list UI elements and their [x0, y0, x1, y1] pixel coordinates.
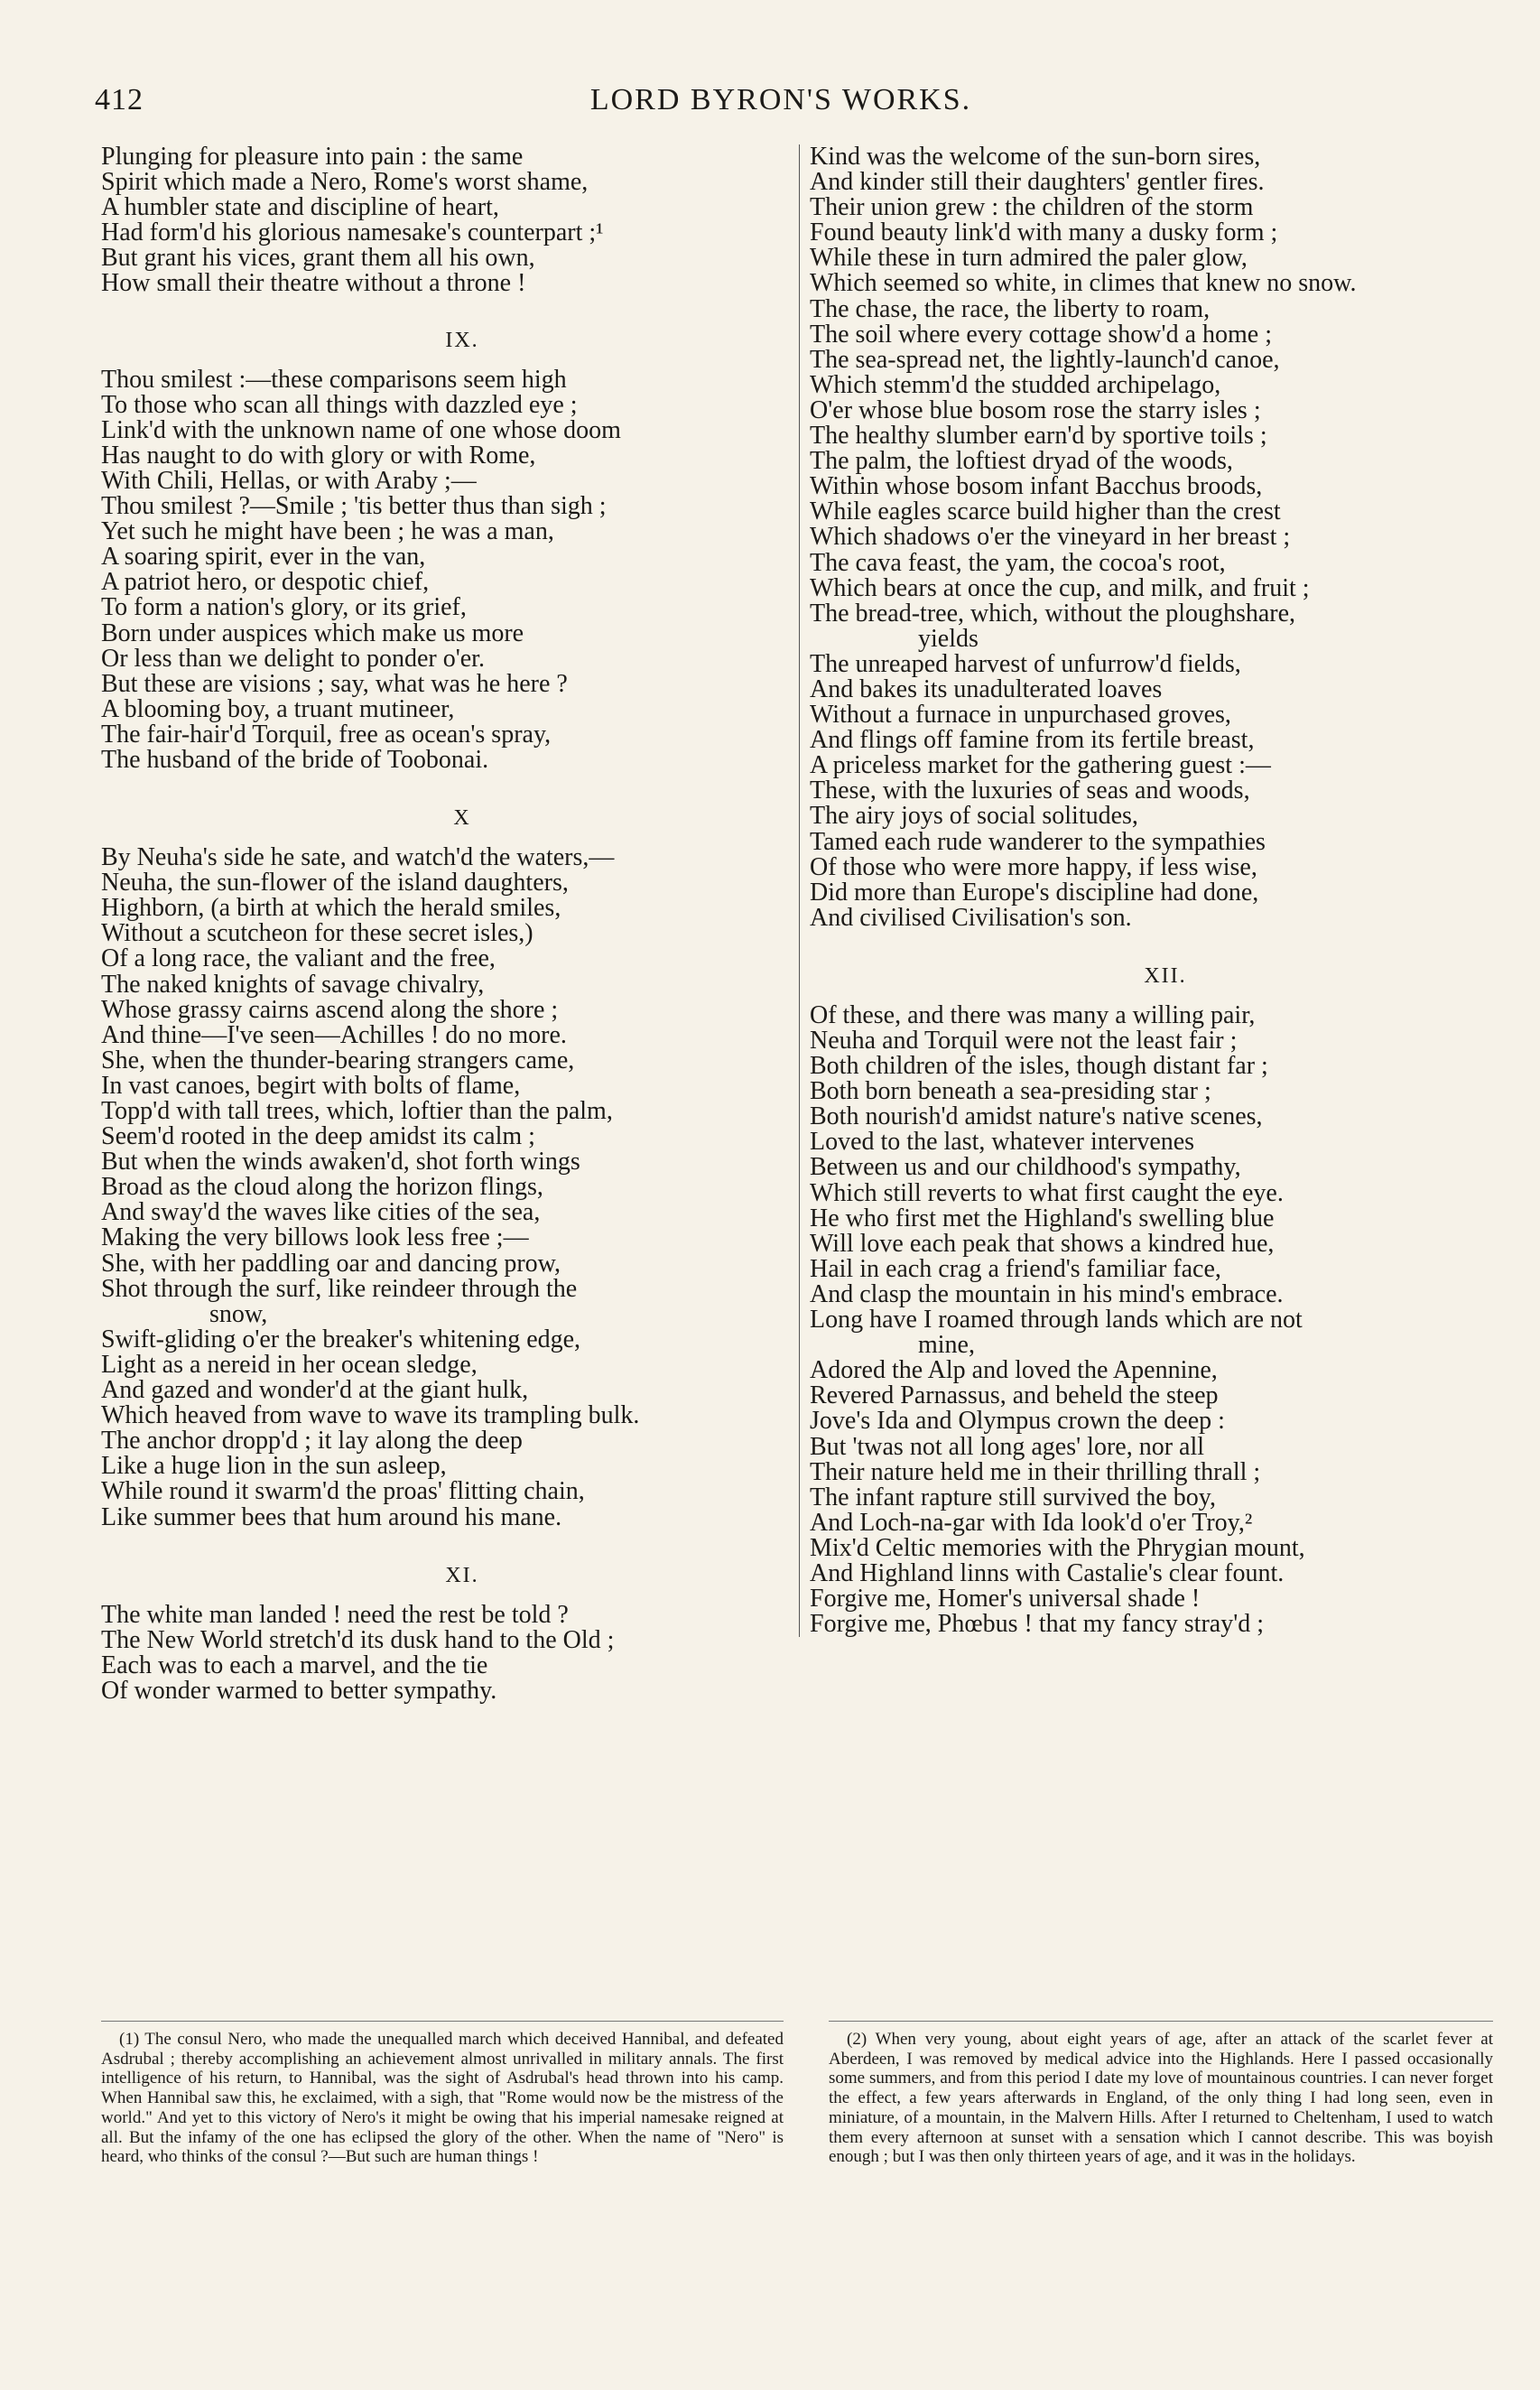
- section-xii-heading: XII.: [1144, 963, 1187, 988]
- verse-line: How small their theatre without a throne !: [101, 269, 526, 298]
- stanza-x-part2: [101, 1327, 787, 1530]
- verse-line: While these in turn admired the paler glow,: [810, 244, 1248, 273]
- page-number: 412: [95, 83, 144, 116]
- verse-line: Long have I roamed through lands which are not: [810, 1306, 1303, 1334]
- right-column: [799, 144, 1485, 1637]
- verse-line: The infant rapture still survived the boy,: [810, 1483, 1216, 1511]
- verse-line: In vast canoes, begirt with bolts of flame,: [101, 1071, 521, 1100]
- stanza-x-part1: [101, 845, 787, 1302]
- verse-line: To those who scan all things with dazzled eye ;: [101, 390, 578, 419]
- section-xi-heading: XI.: [445, 1563, 479, 1587]
- footnote-1: [101, 2030, 784, 2167]
- verse-line: She, with her paddling oar and dancing prow,: [101, 1249, 561, 1278]
- verse-line-continuation: mine,: [918, 1331, 975, 1360]
- verse-line: Revered Parnassus, and beheld the steep: [810, 1381, 1219, 1410]
- verse-line: Making the very billows look less free ;—: [101, 1223, 529, 1252]
- verse-line: Both children of the isles, though distant far ;: [810, 1052, 1268, 1081]
- verse-line: A soaring spirit, ever in the van,: [101, 543, 426, 572]
- verse-line: To form a nation's glory, or its grief,: [101, 593, 467, 622]
- verse-line: Thou smilest :—these comparisons seem high: [101, 365, 567, 394]
- verse-line: The anchor dropp'd ; it lay along the deep: [101, 1427, 523, 1455]
- verse-line: Link'd with the unknown name of one whose doom: [101, 415, 621, 444]
- verse-line: Thou smilest ?—Smile ; 'tis better thus than sigh ;: [101, 492, 607, 521]
- verse-line: Jove's Ida and Olympus crown the deep :: [810, 1407, 1225, 1436]
- verse-line: The soil where every cottage show'd a home ;: [810, 320, 1272, 349]
- verse-line: Which bears at once the cup, and milk, and fruit ;: [810, 573, 1310, 602]
- verse-line: Spirit which made a Nero, Rome's worst shame,: [101, 168, 589, 197]
- verse-line: Of those who were more happy, if less wise,: [810, 852, 1257, 881]
- verse-line: With Chili, Hellas, or with Araby ;—: [101, 466, 477, 495]
- stanza-xi-cont-part1: [810, 144, 1485, 627]
- verse-line: But these are visions ; say, what was he here ?: [101, 669, 568, 698]
- verse-line: O'er whose blue bosom rose the starry isles ;: [810, 395, 1261, 424]
- verse-line: Forgive me, Homer's universal shade !: [810, 1585, 1201, 1613]
- stanza-ix: [101, 367, 787, 774]
- verse-line: The palm, the loftiest dryad of the woods,: [810, 447, 1233, 476]
- verse-line: Adored the Alp and loved the Apennine,: [810, 1356, 1218, 1385]
- verse-line: Their union grew : the children of the storm: [810, 193, 1254, 222]
- verse-line: Loved to the last, whatever intervenes: [810, 1128, 1195, 1157]
- verse-line: Shot through the surf, like reindeer through the: [101, 1274, 578, 1303]
- footnote-rule-right: [829, 2021, 1493, 2022]
- footnote-2: [829, 2030, 1493, 2167]
- verse-line: Born under auspices which make us more: [101, 618, 524, 647]
- verse-line: Without a furnace in unpurchased groves,: [810, 701, 1231, 730]
- verse-line: Has naught to do with glory or with Rome,: [101, 441, 536, 470]
- page-header: [95, 83, 1467, 128]
- verse-line: Will love each peak that shows a kindred hue,: [810, 1229, 1275, 1258]
- verse-line: By Neuha's side he sate, and watch'd the waters,—: [101, 843, 615, 872]
- verse-line: And civilised Civilisation's son.: [810, 903, 1132, 932]
- footnote-rule-left: [101, 2021, 784, 2022]
- verse-line: Did more than Europe's discipline had done,: [810, 878, 1259, 907]
- verse-line: Which shadows o'er the vineyard in her breast ;: [810, 523, 1291, 552]
- verse-line: Like summer bees that hum around his mane.: [101, 1502, 562, 1531]
- verse-line: Light as a nereid in her ocean sledge,: [101, 1350, 478, 1379]
- verse-line: A blooming boy, a truant mutineer,: [101, 694, 455, 723]
- verse-line: The unreaped harvest of unfurrow'd fields,: [810, 649, 1241, 678]
- verse-line: Hail in each crag a friend's familiar face,: [810, 1254, 1221, 1283]
- verse-line: While round it swarm'd the proas' flitting chain,: [101, 1477, 585, 1506]
- verse-line: He who first met the Highland's swelling blue: [810, 1204, 1275, 1232]
- verse-line: And kinder still their daughters' gentler fires.: [810, 168, 1265, 197]
- verse-line: And bakes its unadulterated loaves: [810, 674, 1163, 703]
- verse-line: But when the winds awaken'd, shot forth wings: [101, 1148, 580, 1176]
- verse-line: And sway'd the waves like cities of the sea,: [101, 1198, 541, 1227]
- verse-line: But 'twas not all long ages' lore, nor all: [810, 1432, 1205, 1461]
- verse-line: Within whose bosom infant Bacchus broods,: [810, 472, 1263, 501]
- verse-line: Between us and our childhood's sympathy,: [810, 1153, 1241, 1182]
- right-column-text: [799, 144, 1485, 1637]
- column-divider: [799, 144, 800, 1637]
- verse-line: The husband of the bride of Toobonai.: [101, 745, 489, 774]
- verse-line: Which stemm'd the studded archipelago,: [810, 370, 1221, 399]
- verse-line: Both nourish'd amidst nature's native scenes,: [810, 1102, 1263, 1131]
- verse-line: These, with the luxuries of seas and woods,: [810, 777, 1250, 805]
- verse-line: A patriot hero, or despotic chief,: [101, 568, 430, 597]
- verse-line: Of a long race, the valiant and the free,: [101, 944, 496, 973]
- running-title: LORD BYRON'S WORKS.: [589, 83, 972, 116]
- verse-line: But grant his vices, grant them all his own,: [101, 244, 535, 273]
- verse-line: Which still reverts to what first caught the eye.: [810, 1178, 1284, 1207]
- verse-line: The naked knights of savage chivalry,: [101, 970, 485, 999]
- verse-line: Which heaved from wave to wave its trampling bulk.: [101, 1401, 640, 1430]
- verse-line: Highborn, (a birth at which the herald smiles,: [101, 894, 561, 923]
- verse-line: Without a scutcheon for these secret isles,): [101, 919, 533, 948]
- verse-line: The New World stretch'd its dusk hand to the Old ;: [101, 1625, 615, 1654]
- verse-line: And flings off famine from its fertile breast,: [810, 726, 1255, 755]
- verse-line: Tamed each rude wanderer to the sympathies: [810, 827, 1266, 856]
- verse-line: The bread-tree, which, without the ploughshare,: [810, 599, 1296, 628]
- verse-line: Or less than we delight to ponder o'er.: [101, 644, 485, 673]
- verse-line: A humbler state and discipline of heart,: [101, 193, 499, 222]
- section-x-heading: X: [453, 806, 471, 831]
- stanza-viii-end: [101, 144, 787, 297]
- verse-line: Yet such he might have been ; he was a man,: [101, 517, 554, 546]
- stanza-xi: [101, 1600, 787, 1705]
- verse-line: Like a huge lion in the sun asleep,: [101, 1452, 447, 1481]
- verse-line: And thine—I've seen—Achilles ! do no more.: [101, 1020, 567, 1049]
- verse-line: The cava feast, the yam, the cocoa's root,: [810, 548, 1226, 577]
- verse-line-continuation: yields: [918, 624, 979, 653]
- verse-line: Had form'd his glorious namesake's counterpart ;¹: [101, 219, 604, 247]
- footnote-2-text: (2) When very young, about eight years of age, after an attack of the scarlet fever at Aberdeen, I was removed by medical advice into the Highlands. Here I passed occasionally some summers, and from this period I date my love of mountainous countries. I can never forget the effect, a few years afterwards in England, of the only thing I had long seen, even in miniature, of a mountain, in the Malvern Hills. After I returned to Cheltenham, I used to watch them every afternoon at sunset with a sensation which I cannot describe. This was boyish enough ; but I was then only thirteen years of age, and it was in the holidays.: [829, 2030, 1493, 2167]
- verse-line: Swift-gliding o'er the breaker's whitening edge,: [101, 1325, 581, 1353]
- verse-line: Forgive me, Phœbus ! that my fancy stray'd ;: [810, 1610, 1265, 1639]
- verse-line: Both born beneath a sea-presiding star ;: [810, 1077, 1211, 1106]
- verse-line: And clasp the mountain in his mind's embrace.: [810, 1279, 1284, 1308]
- verse-line: Of wonder warmed to better sympathy.: [101, 1676, 497, 1705]
- verse-line: Their nature held me in their thrilling thrall ;: [810, 1457, 1261, 1486]
- verse-line: The fair-hair'd Torquil, free as ocean's spray,: [101, 720, 552, 749]
- verse-line: Found beauty link'd with many a dusky form ;: [810, 219, 1278, 247]
- stanza-xii-part2: [810, 1358, 1485, 1637]
- verse-line: The sea-spread net, the lightly-launch'd canoe,: [810, 345, 1280, 374]
- left-column: [101, 144, 787, 1704]
- verse-line: A priceless market for the gathering guest :—: [810, 751, 1271, 780]
- verse-line: Broad as the cloud along the horizon flings,: [101, 1173, 543, 1202]
- verse-line: And Loch-na-gar with Ida look'd o'er Troy,²: [810, 1508, 1253, 1537]
- verse-line: Mix'd Celtic memories with the Phrygian mount,: [810, 1533, 1305, 1562]
- verse-line: While eagles scarce build higher than the crest: [810, 498, 1281, 526]
- verse-line: Of these, and there was many a willing pair,: [810, 1000, 1256, 1029]
- verse-line: Neuha, the sun-flower of the island daughters,: [101, 869, 569, 897]
- verse-line: Seem'd rooted in the deep amidst its calm ;: [101, 1122, 535, 1151]
- verse-line: Plunging for pleasure into pain : the same: [101, 143, 524, 171]
- verse-line: The chase, the race, the liberty to roam,: [810, 294, 1211, 323]
- verse-line: And Highland linns with Castalie's clear fount.: [810, 1558, 1285, 1587]
- verse-line: She, when the thunder-bearing strangers came,: [101, 1046, 575, 1074]
- verse-line: Kind was the welcome of the sun-born sires,: [810, 143, 1261, 171]
- footnote-1-text: (1) The consul Nero, who made the unequalled march which deceived Hannibal, and defeated Asdrubal ; thereby accomplishing an achievement almost unrivalled in military annals. The first intelligence of his return, to Hannibal, was the sight of Asdrubal's head thrown into his camp. When Hannibal saw this, he exclaimed, with a sigh, that "Rome would now be the mistress of the world." And yet to this victory of Nero's it might be owing that his imperial namesake reigned at all. But the infamy of the one has eclipsed the glory of the other. When the name of "Nero" is heard, who thinks of the consul ?—But such are human things !: [101, 2030, 784, 2167]
- verse-line-continuation: snow,: [209, 1299, 268, 1328]
- verse-line: Whose grassy cairns ascend along the shore ;: [101, 995, 559, 1024]
- verse-line: The white man landed ! need the rest be told ?: [101, 1600, 569, 1629]
- stanza-xii-part1: [810, 1000, 1485, 1334]
- verse-line: And gazed and wonder'd at the giant hulk,: [101, 1376, 529, 1405]
- verse-line: Neuha and Torquil were not the least fair ;: [810, 1027, 1238, 1055]
- verse-line: Topp'd with tall trees, which, loftier than the palm,: [101, 1097, 613, 1125]
- verse-line: The healthy slumber earn'd by sportive toils ;: [810, 422, 1267, 451]
- verse-line: Each was to each a marvel, and the tie: [101, 1651, 488, 1679]
- stanza-xi-cont-part2: [810, 649, 1485, 932]
- verse-line: Which seemed so white, in climes that knew no snow.: [810, 269, 1357, 298]
- verse-line: The airy joys of social solitudes,: [810, 802, 1138, 831]
- section-ix-heading: IX.: [445, 328, 479, 352]
